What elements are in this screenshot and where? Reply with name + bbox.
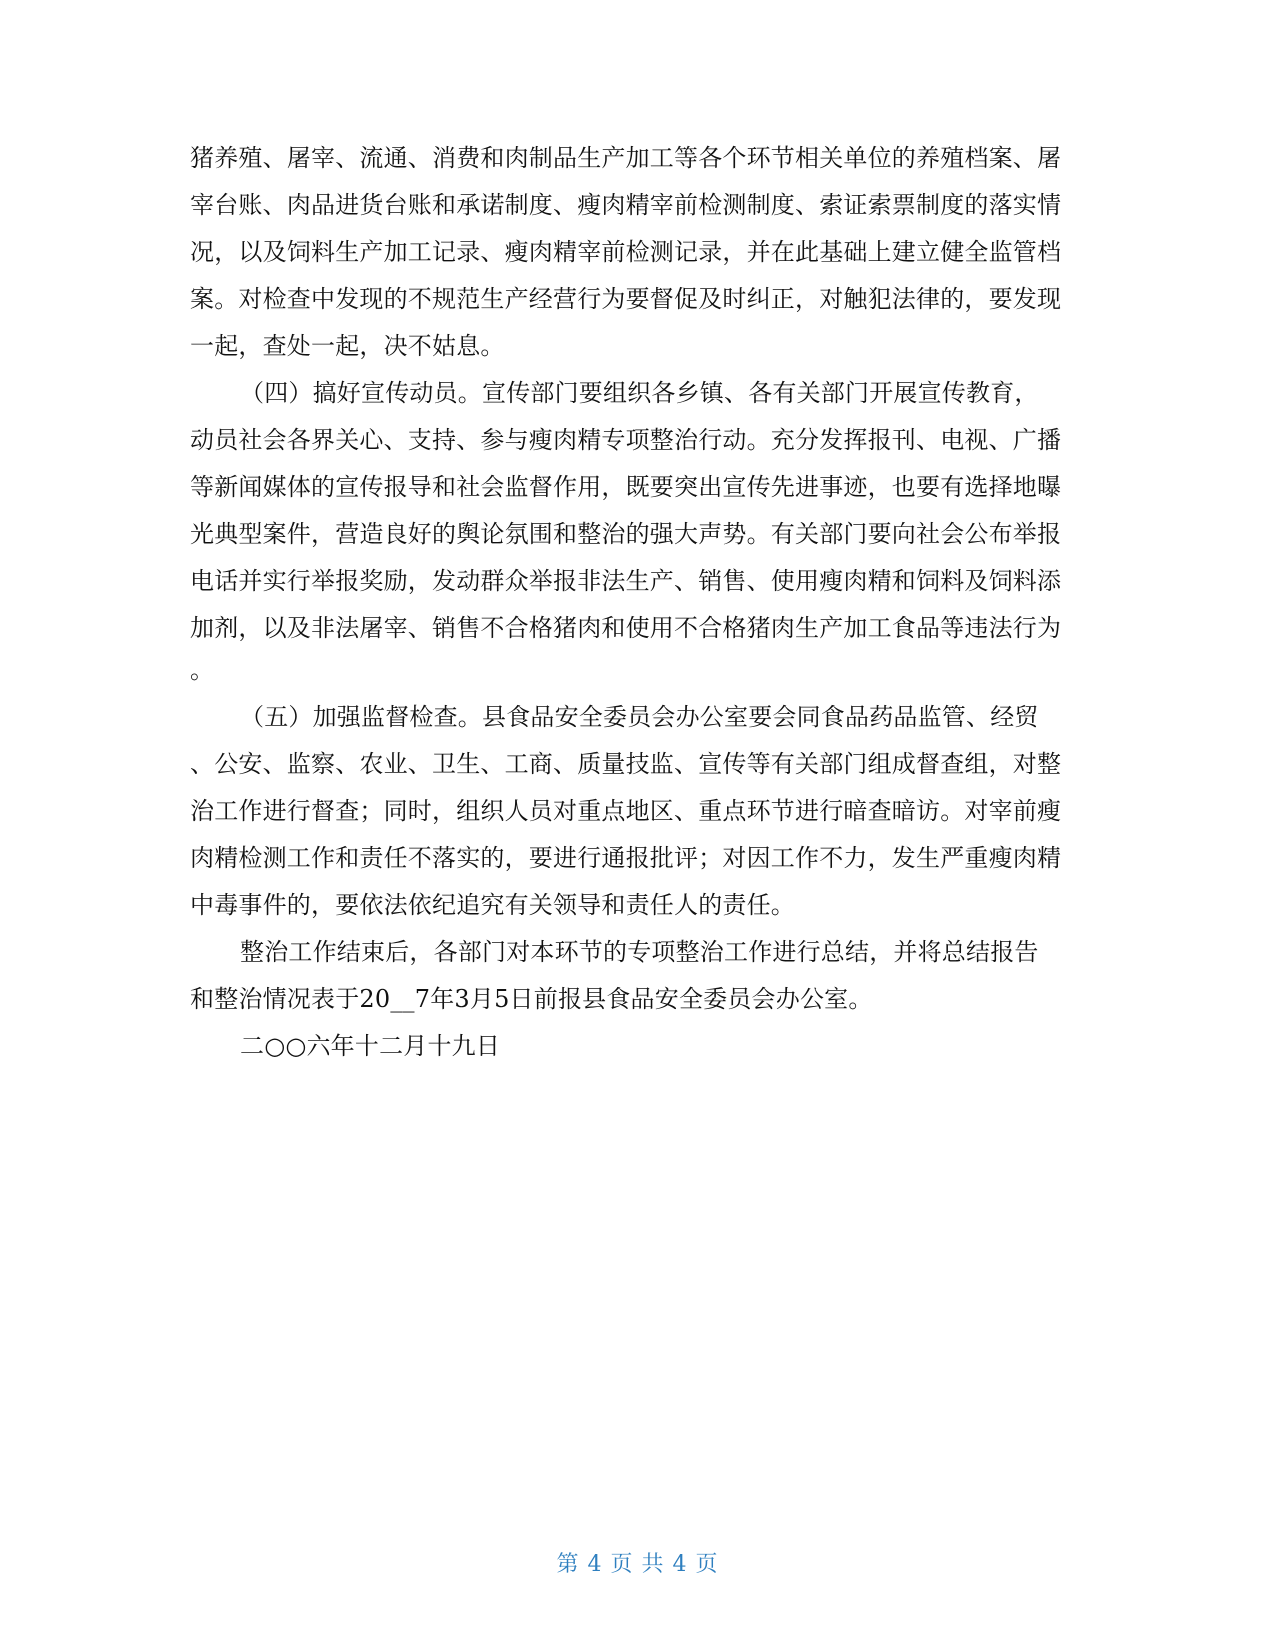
closing-paragraph-line-2: 和整治情况表于20__7年3月5日前报县食品安全委员会办公室。: [190, 985, 873, 1013]
closing-paragraph-line-1: 整治工作结束后，各部门对本环节的专项整治工作进行总结，并将总结报告: [240, 938, 1039, 966]
paragraph-3-line-5: 一起，查处一起，决不姑息。: [190, 332, 505, 360]
paragraph-4-line-6: 加剂，以及非法屠宰、销售不合格猪肉和使用不合格猪肉生产加工食品等违法行为: [190, 614, 1062, 642]
paragraph-3-line-4: 案。对检查中发现的不规范生产经营行为要督促及时纠正，对触犯法律的，要发现: [190, 285, 1062, 313]
paragraph-5-line-2: 、公安、监察、农业、卫生、工商、质量技监、宣传等有关部门组成督查组，对整: [190, 750, 1062, 778]
paragraph-3-line-3: 况，以及饲料生产加工记录、瘦肉精宰前检测记录，并在此基础上建立健全监管档: [190, 238, 1062, 266]
paragraph-5-line-3: 治工作进行督查；同时，组织人员对重点地区、重点环节进行暗查暗访。对宰前瘦: [190, 797, 1062, 825]
document-date: 二○○六年十二月十九日: [240, 1032, 501, 1060]
paragraph-5-line-5: 中毒事件的，要依法依纪追究有关领导和责任人的责任。: [190, 891, 795, 919]
paragraph-4-line-2: 动员社会各界关心、支持、参与瘦肉精专项整治行动。充分发挥报刊、电视、广播: [190, 426, 1062, 454]
paragraph-4-line-7: 。: [190, 656, 215, 684]
paragraph-4-line-5: 电话并实行举报奖励，发动群众举报非法生产、销售、使用瘦肉精和饲料及饲料添: [190, 567, 1062, 595]
paragraph-5-line-4: 肉精检测工作和责任不落实的，要进行通报批评；对因工作不力，发生严重瘦肉精: [190, 844, 1062, 872]
paragraph-4-line-3: 等新闻媒体的宣传报导和社会监督作用，既要突出宣传先进事迹，也要有选择地曝: [190, 473, 1062, 501]
page-number-footer: 第 4 页 共 4 页: [556, 1552, 719, 1577]
paragraph-5-line-1: （五）加强监督检查。县食品安全委员会办公室要会同食品药品监管、经贸: [240, 703, 1039, 731]
paragraph-3-line-1: 猪养殖、屠宰、流通、消费和肉制品生产加工等各个环节相关单位的养殖档案、屠: [190, 144, 1062, 172]
paragraph-4-line-1: （四）搞好宣传动员。宣传部门要组织各乡镇、各有关部门开展宣传教育，: [240, 379, 1039, 407]
paragraph-3-line-2: 宰台账、肉品进货台账和承诺制度、瘦肉精宰前检测制度、索证索票制度的落实情: [190, 191, 1062, 219]
paragraph-4-line-4: 光典型案件，营造良好的舆论氛围和整治的强大声势。有关部门要向社会公布举报: [190, 520, 1062, 548]
